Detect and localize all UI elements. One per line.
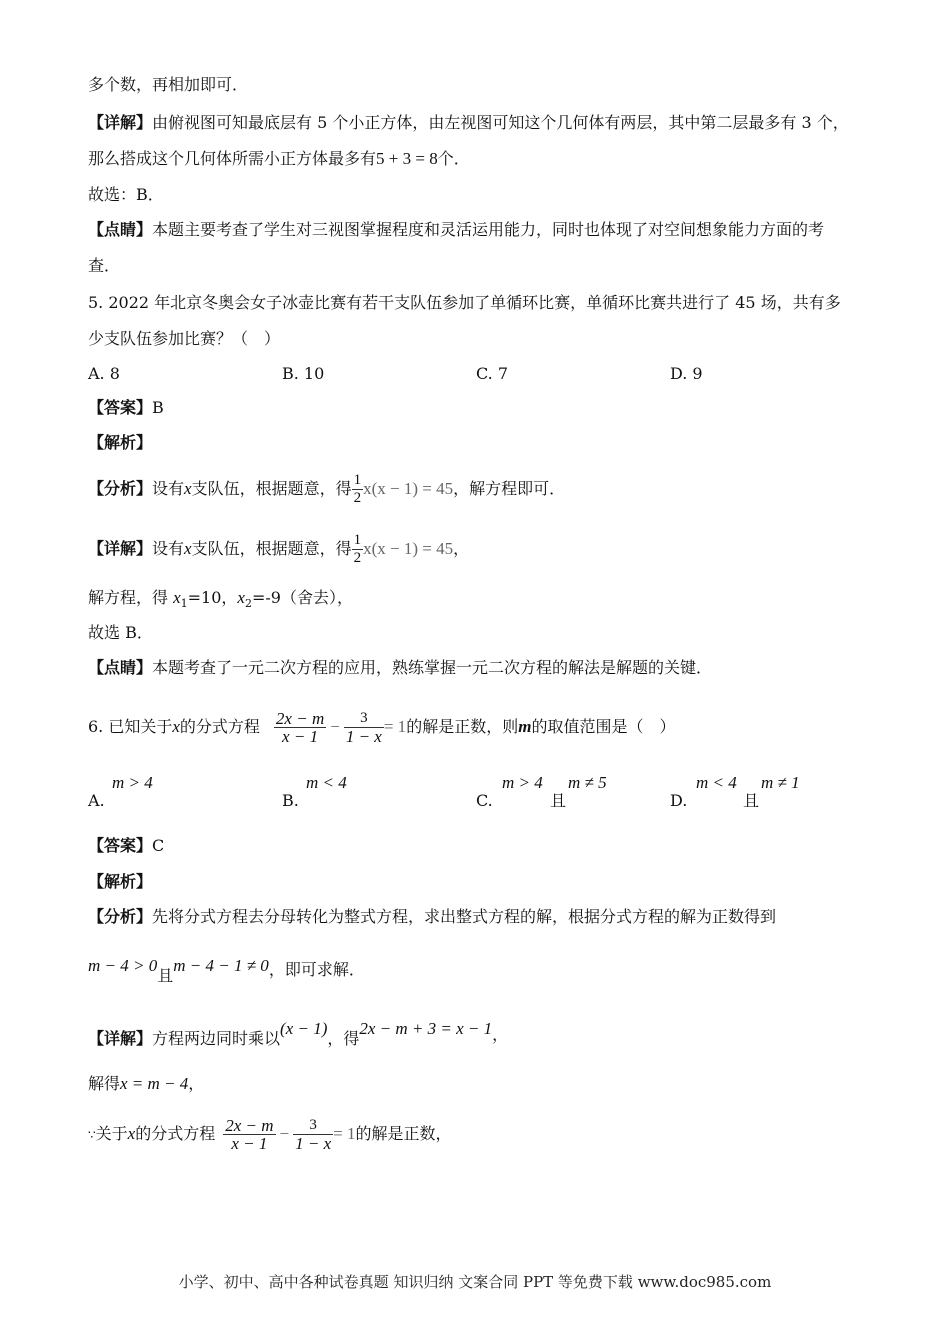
- choice-line: 故选：B．: [88, 185, 164, 204]
- detail-6-line-2: 解得x = m − 4，: [88, 1074, 205, 1093]
- answer-5-line: [88, 397, 164, 419]
- detail-5-line-2: 解方程，得 $x_1=10$，$x_2=-9$（舍去），: [88, 588, 353, 611]
- fraction-2: $\frac{3}{1 - x}$: [295, 1117, 332, 1153]
- analysis-5-line: [88, 432, 152, 454]
- fenxi-6-line-2: m − 4 > 0且m − 4 − 1 ≠ 0，即可求解．: [88, 956, 365, 985]
- q5-option-c: C. 7: [476, 364, 509, 383]
- q6-option-c-qie: 且: [550, 791, 567, 810]
- detail-6-line-1: 【详解】方程两边同时乘以(x − 1)，得2x − m + 3 = x − 1，: [88, 1019, 509, 1048]
- q5-option-a: A. 8: [88, 364, 120, 383]
- fraction-1: $\frac{2x - m}{x - 1}$: [225, 1116, 274, 1153]
- page-footer: 小学、初中、高中各种试卷真题 知识归纳 文案合同 PPT 等免费下载 www.doc985.com: [178, 1273, 772, 1291]
- choice-5-line: 故选 B．: [88, 623, 153, 642]
- line-1: 多个数，再相加即可．: [88, 75, 249, 94]
- q6-option-c-math2: m ≠ 5: [568, 773, 607, 792]
- q6-option-b-label: B.: [282, 791, 299, 810]
- answer-6: C: [152, 836, 165, 855]
- comment-line-2: 查．: [88, 256, 121, 275]
- answer-tag: 【答案】: [88, 398, 153, 417]
- half-fraction: $\frac{1}{2}$: [353, 532, 362, 566]
- comment-5-line: 【点睛】本题考查了一元二次方程的应用，熟练掌握一元二次方程的解法是解题的关键．: [88, 658, 713, 677]
- q6-option-b-math: m < 4: [306, 773, 347, 792]
- fenxi-tag: 【分析】: [88, 479, 153, 498]
- fenxi-5-line: 【分析】设有x支队伍，根据题意，得 $\frac{1}{2}$ x(x − 1) = 45，解方程即可．: [88, 472, 566, 506]
- detail-line-1: 【详解】由俯视图可知最底层有 5 个小正方体，由左视图可知这个几何体有两层，其中第二层最多有 3 个，: [88, 113, 849, 132]
- q5-option-d: D. 9: [670, 364, 703, 383]
- q6-option-c-label: C.: [476, 791, 493, 810]
- question-6-line: 6. 已知关于x的分式方程 $\frac{2x - m}{x - 1}$ − $\frac{3}{1 - x}$ = 1的解是正数，则m的取值范围是（ ）: [88, 709, 676, 746]
- q6-option-d-label: D.: [670, 791, 688, 810]
- analysis-6-line: 【解析】: [88, 872, 153, 891]
- q6-option-c-math1: m > 4: [502, 773, 543, 792]
- question-5-line-1: 5. 2022 年北京冬奥会女子冰壶比赛有若干支队伍参加了单循环比赛，单循环比赛共进行了 45 场，共有多: [88, 293, 841, 312]
- fraction-1: $\frac{2x - m}{x - 1}$: [275, 709, 325, 746]
- detail-6-line-3: ∵关于x的分式方程 $\frac{2x - m}{x - 1}$ − $\frac{3}{1 - x}$ = 1的解是正数，: [88, 1116, 452, 1153]
- answer-6-line: 【答案】C: [88, 836, 165, 855]
- comment-line-1: 【点睛】本题主要考查了学生对三视图掌握程度和灵活运用能力，同时也体现了对空间想象能力方面的考: [88, 220, 825, 239]
- sum-expression: 5 + 3 = 8: [376, 149, 438, 168]
- q6-option-d-math1: m < 4: [696, 773, 737, 792]
- question-5-line-2: 少支队伍参加比赛？（ ）: [88, 329, 281, 348]
- equation-5: x(x − 1) = 45: [363, 539, 454, 558]
- q6-option-a-label: A.: [88, 791, 105, 810]
- fenxi-6-line-1: 【分析】先将分式方程去分母转化为整式方程，求出整式方程的解，根据分式方程的解为正数得到: [88, 907, 777, 926]
- detail-tag: 【详解】: [88, 113, 153, 132]
- analysis-tag: 【解析】: [88, 433, 153, 452]
- half-fraction: $\frac{1}{2}$: [353, 472, 362, 506]
- q6-option-d-math2: m ≠ 1: [761, 773, 800, 792]
- answer-5: B: [152, 398, 164, 417]
- detail-5-line-1: 【详解】设有x支队伍，根据题意，得 $\frac{1}{2}$ x(x − 1) = 45，: [88, 532, 470, 566]
- q5-option-b: B. 10: [282, 364, 325, 383]
- comment-tag: 【点睛】: [88, 220, 153, 239]
- detail-line-2: 那么搭成这个几何体所需小正方体最多有5 + 3 = 8个．: [88, 149, 470, 168]
- equation-5: x(x − 1) = 45: [363, 479, 454, 498]
- q6-option-a-math: m > 4: [112, 773, 153, 792]
- q6-option-d-qie: 且: [743, 791, 760, 810]
- fraction-2: $\frac{3}{1 - x}$: [345, 710, 382, 746]
